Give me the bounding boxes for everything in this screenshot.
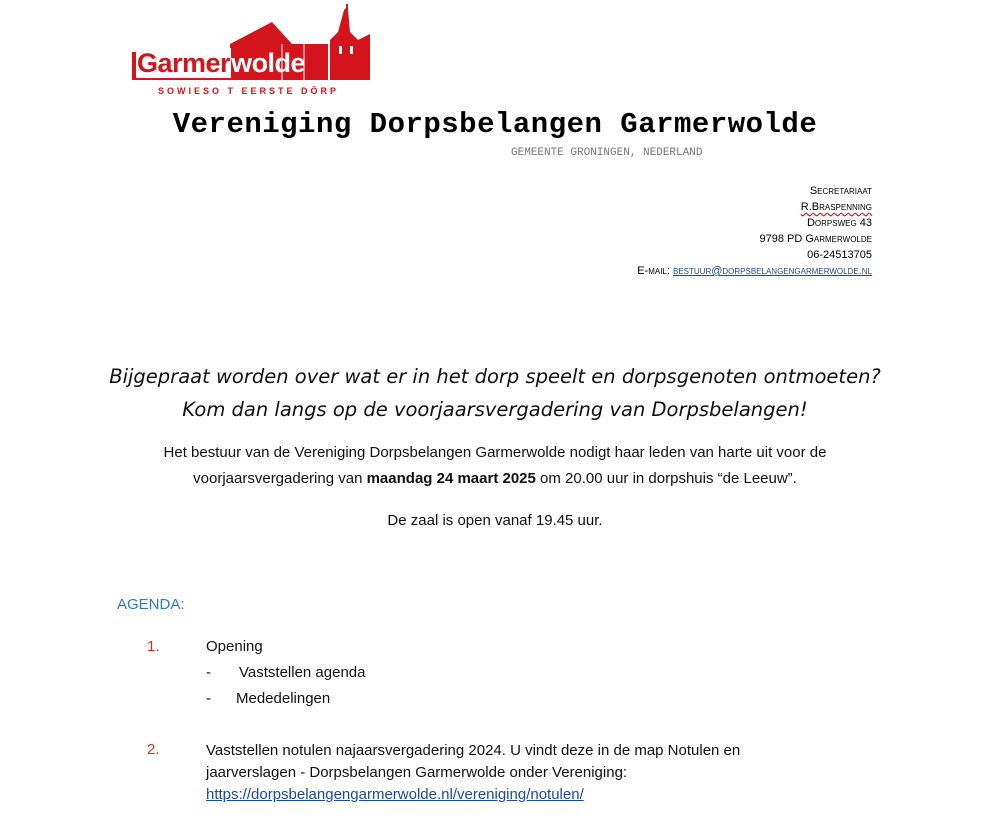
open-time: De zaal is open vanaf 19.45 uur. [387,512,603,529]
invitation-text-b: om 20.00 uur in dorpshuis “de Leeuw”. [535,470,797,487]
email-label: E-mail: [637,265,670,277]
agenda-subitem-vaststellen: Vaststellen agenda [239,664,366,681]
address-phone: 06-24513705 [807,249,872,261]
agenda-item-opening: Opening [206,638,263,655]
invitation-paragraph [100,440,890,492]
logo-wordmark [136,50,305,77]
logo-name-white: wolde [231,48,306,78]
logo-name-red: Garmer [137,48,231,78]
address-block [637,183,872,279]
meeting-date: maandag 24 maart 2025 [366,470,536,487]
agenda-number-2: 2. [147,741,160,758]
intro-line-2: Kom dan langs op de voorjaarsvergadering van Dorpsbelangen! [182,398,808,421]
page-title: Vereniging Dorpsbelangen Garmerwolde [172,108,818,141]
agenda-item-notulen [206,740,826,806]
logo-tagline: SOWIESO T EERSTE DÖRP [158,86,340,96]
page-subtitle: GEMEENTE GRONINGEN, NEDERLAND [511,147,703,159]
agenda-number-1: 1. [147,638,160,655]
agenda-subitem-dash: - [206,664,211,681]
agenda-subitem-dash: - [206,690,211,707]
agenda-subitem-mededelingen: Mededelingen [236,690,331,707]
notulen-link[interactable]: https://dorpsbelangengarmerwolde.nl/vereniging/notulen/ [206,786,584,803]
address-name: R.Braspenning [800,201,872,213]
logo [132,4,377,96]
address-secretariat: Secretariaat [809,185,872,197]
intro-text [0,360,990,426]
invitation-text-a: Het bestuur van de Vereniging Dorpsbelangen Garmerwolde nodigt haar leden van harte uit voor de voorjaarsvergadering van [163,444,827,487]
intro-line-1: Bijgepraat worden over wat er in het dorp speelt en dorpsgenoten ontmoeten? [109,365,881,388]
agenda-heading: AGENDA: [117,596,185,613]
address-street: Dorpsweg 43 [806,217,872,229]
agenda-item-notulen-text: Vaststellen notulen najaarsvergadering 2024. U vindt deze in de map Notulen en jaarverslagen - Dorpsbelangen Garmerwolde onder Vereniging: [206,742,741,781]
email-link[interactable]: bestuur@dorpsbelangengarmerwolde.nl [673,265,872,277]
address-postal: 9798 PD Garmerwolde [759,233,872,245]
